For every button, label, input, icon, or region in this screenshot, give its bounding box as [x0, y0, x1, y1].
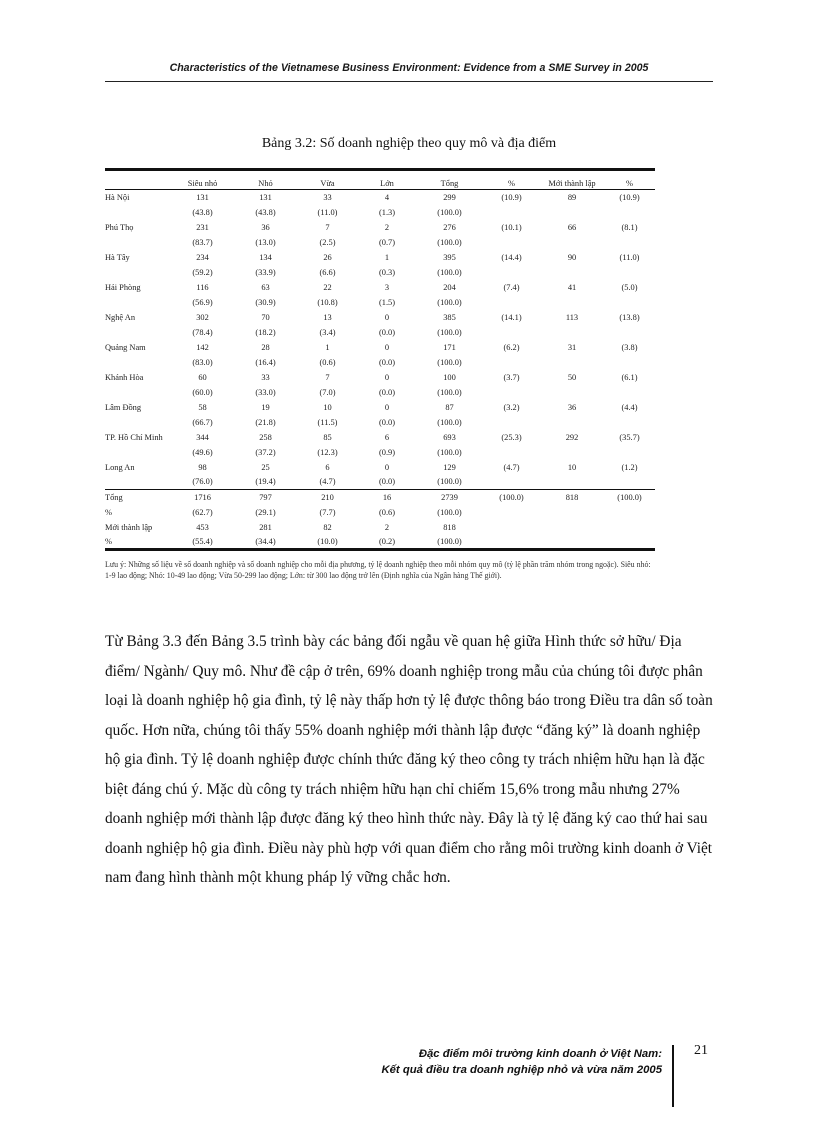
table-cell: [604, 325, 655, 340]
table-cell: 142: [196, 342, 209, 352]
totals-row: [105, 505, 655, 520]
table-cell: 100: [443, 372, 456, 382]
table-cell: (11.0): [619, 252, 640, 262]
table-cell: [604, 445, 655, 460]
table-cell: 113: [565, 312, 579, 322]
table-row-percent: [105, 325, 655, 340]
table-cell: 818: [540, 490, 604, 505]
table-cell: 395: [443, 252, 456, 262]
table-cell: (1.3): [378, 207, 396, 217]
table-cell: 26: [323, 252, 332, 262]
table-cell: 25: [261, 462, 270, 472]
table-cell: (5.0): [621, 282, 638, 292]
table-cell: (62.7): [192, 507, 213, 517]
table-cell: (83.7): [192, 237, 213, 247]
table-cell: (0.0): [378, 477, 396, 487]
table-cell: 129: [443, 462, 456, 472]
table-cell: (10.0): [297, 535, 358, 550]
table-cell: (14.1): [501, 312, 522, 322]
table-row-percent: [105, 355, 655, 370]
table-row-percent: [105, 385, 655, 400]
table-cell: (33.0): [255, 387, 276, 397]
table-cell: (0.0): [378, 327, 396, 337]
table-cell: 0: [384, 462, 390, 472]
table-cell: (100.0): [437, 267, 462, 277]
table-cell: (10.9): [501, 192, 522, 202]
table-cell: [604, 295, 655, 310]
table-cell: (7.4): [503, 282, 520, 292]
table-cell: 28: [261, 342, 270, 352]
table-cell: (30.9): [255, 297, 276, 307]
table-row: [105, 220, 655, 235]
table-cell: (1.5): [378, 297, 396, 307]
table-cell: (7.0): [319, 387, 336, 397]
table-cell: (3.4): [319, 327, 336, 337]
table-cell: [483, 205, 540, 220]
table-cell: 2739: [416, 490, 483, 505]
row-label: Nghệ An: [105, 312, 136, 322]
row-label: Khánh Hòa: [105, 372, 144, 382]
table-row-percent: [105, 205, 655, 220]
table-cell: (83.0): [192, 357, 213, 367]
table-cell: (0.0): [378, 417, 396, 427]
table-cell: 6: [325, 462, 330, 472]
table-cell: 134: [259, 252, 272, 262]
table-cell: (100.0): [437, 297, 462, 307]
table-cell: [483, 235, 540, 250]
row-label: Hà Nội: [105, 192, 130, 202]
table-row-percent: [105, 235, 655, 250]
table-cell: (1.2): [621, 462, 638, 472]
table-cell: [483, 295, 540, 310]
running-header: Characteristics of the Vietnamese Business Environment: Evidence from a SME Survey in 2005: [169, 62, 649, 74]
table-cell: (0.7): [378, 237, 396, 247]
table-cell: (6.2): [503, 342, 520, 352]
table-cell: (12.3): [317, 447, 338, 457]
table-cell: (34.4): [234, 535, 297, 550]
table-cell: [540, 325, 604, 340]
table-cell: 66: [567, 222, 577, 232]
table-row: [105, 400, 655, 415]
table-cell: 1: [384, 252, 390, 262]
table-cell: (6.6): [319, 267, 336, 277]
row-label-blank: [105, 445, 171, 460]
table-cell: 7: [325, 372, 330, 382]
table-cell: [540, 535, 604, 550]
table-cell: (100.0): [437, 447, 462, 457]
row-label: Long An: [105, 462, 135, 472]
row-label-blank: [105, 265, 171, 280]
table-cell: (2.5): [319, 237, 336, 247]
table-cell: (4.7): [319, 477, 336, 487]
table-cell: (13.0): [255, 237, 276, 247]
table-cell: [604, 235, 655, 250]
table-cell: (66.7): [192, 417, 213, 427]
table-cell: 63: [261, 282, 270, 292]
table-cell: [483, 520, 540, 535]
table-cell: [483, 265, 540, 280]
table-row-percent: [105, 445, 655, 460]
table-cell: (10.1): [501, 222, 522, 232]
table-cell: [604, 475, 655, 490]
table-cell: [604, 355, 655, 370]
row-label-blank: [105, 235, 171, 250]
table-cell: 453: [196, 522, 209, 532]
table-cell: 204: [443, 282, 456, 292]
table-cell: (13.8): [619, 312, 640, 322]
table-cell: [540, 295, 604, 310]
table-cell: (16.4): [255, 357, 276, 367]
table-cell: (43.8): [255, 207, 276, 217]
col-header: Siêu nhỏ: [171, 170, 234, 190]
col-header: Tổng: [416, 170, 483, 190]
table-cell: [604, 535, 655, 550]
table-row-percent: [105, 265, 655, 280]
table-cell: 797: [234, 490, 297, 505]
row-label: Quảng Nam: [105, 342, 146, 352]
table-cell: 22: [323, 282, 332, 292]
footer-title: [300, 1046, 662, 1078]
table-cell: 36: [567, 402, 577, 412]
data-table: [105, 168, 655, 551]
table-cell: [483, 475, 540, 490]
table-cell: (21.8): [255, 417, 276, 427]
table-cell: 41: [567, 282, 577, 292]
row-label: %: [105, 507, 112, 517]
row-label: Mới thành lập: [105, 522, 153, 532]
row-label: Tổng: [105, 490, 171, 505]
table-row-percent: [105, 475, 655, 490]
table-cell: (49.6): [192, 447, 213, 457]
totals-row: [105, 535, 655, 550]
table-cell: (3.2): [503, 402, 520, 412]
table-row-percent: [105, 415, 655, 430]
row-label: TP. Hồ Chí Minh: [105, 432, 163, 442]
table-cell: 36: [261, 222, 270, 232]
table-cell: 60: [198, 372, 207, 382]
table-cell: 1716: [171, 490, 234, 505]
totals-row: [105, 520, 655, 535]
row-label-blank: [105, 475, 171, 490]
table-cell: 171: [443, 342, 456, 352]
row-label-blank: [105, 205, 171, 220]
table-cell: [540, 520, 604, 535]
table-cell: (0.6): [378, 507, 396, 517]
table-cell: (56.9): [192, 297, 213, 307]
table-cell: [483, 385, 540, 400]
footer-divider: [672, 1045, 674, 1107]
col-header: %: [604, 170, 655, 190]
table-cell: (100.0): [437, 387, 462, 397]
row-label-blank: [105, 385, 171, 400]
table-cell: (0.0): [378, 357, 396, 367]
table-cell: (3.8): [621, 342, 638, 352]
table-cell: 33: [323, 192, 332, 202]
table-note: Lưu ý: Những số liệu về số doanh nghiệp và số doanh nghiệp cho mỗi địa phương, tỷ lệ doanh nghiệp theo mỗi nhóm quy mô (tỷ lệ phần trăm nhóm trong ngoặc). Siêu nhỏ: 1-9 lao động; Nhỏ: 10-49 lao động; Vừa 50-299 lao động; Lớn: từ 300 lao động trở lên (Định nghĩa của Ngân hàng Thế giới).: [105, 560, 651, 580]
col-header: Nhỏ: [234, 170, 297, 190]
table-cell: [483, 505, 540, 520]
col-header: Vừa: [297, 170, 358, 190]
table-cell: [483, 325, 540, 340]
table-cell: (3.7): [503, 372, 520, 382]
table-cell: (100.0): [437, 507, 462, 517]
table-cell: (4.7): [503, 462, 520, 472]
table-cell: 0: [384, 342, 390, 352]
table-cell: (100.0): [483, 490, 540, 505]
table-cell: 33: [261, 372, 270, 382]
table-cell: (11.0): [317, 207, 338, 217]
table-cell: (100.0): [437, 477, 462, 487]
table-cell: 0: [384, 372, 390, 382]
table-cell: [540, 385, 604, 400]
table-cell: (0.3): [378, 267, 396, 277]
table-row: [105, 310, 655, 325]
table-cell: (14.4): [501, 252, 522, 262]
table-cell: [540, 475, 604, 490]
table-cell: (100.0): [437, 327, 462, 337]
table-cell: 10: [567, 462, 577, 472]
table-cell: (4.4): [621, 402, 638, 412]
body-paragraph: Từ Bảng 3.3 đến Bảng 3.5 trình bày các bảng đối ngẫu về quan hệ giữa Hình thức sở hữu/ Địa điểm/ Ngành/ Quy mô. Như đề cập ở trên, 69% doanh nghiệp trong mẫu của chúng tôi được phân loại là doanh nghiệp hộ gia đình, tỷ lệ này thấp hơn tỷ lệ được thông báo trong Điều tra dân số toàn quốc. Hơn nữa, chúng tôi thấy 55% doanh nghiệp mới thành lập được “đăng ký” là doanh nghiệp hộ gia đình. Tỷ lệ doanh nghiệp được chính thức đăng ký theo công ty trách nhiệm hữu hạn là đặc biệt đáng chú ý. Mặc dù công ty trách nhiệm hữu hạn chỉ chiếm 15,6% trong mẫu nhưng 27% doanh nghiệp mới thành lập được đăng ký theo hình thức này. Đây là tỷ lệ đăng ký cao thứ hai sau doanh nghiệp hộ gia đình. Điều này phù hợp với quan điểm cho rằng môi trường kinh doanh ở Việt nam đang hình thành một khung pháp lý vững chắc hơn.: [105, 633, 713, 886]
table-cell: 10: [323, 402, 332, 412]
table-header-row: [105, 170, 655, 190]
col-header: [105, 170, 171, 190]
table-cell: 210: [297, 490, 358, 505]
table-cell: 98: [198, 462, 207, 472]
table-cell: 131: [259, 192, 272, 202]
table-cell: 70: [261, 312, 270, 322]
table-cell: 344: [196, 432, 209, 442]
table-cell: [540, 205, 604, 220]
page-number: 21: [694, 1043, 708, 1058]
table-cell: 2: [384, 522, 390, 532]
row-label-blank: [105, 355, 171, 370]
table-cell: [483, 415, 540, 430]
table-cell: (76.0): [192, 477, 213, 487]
table-cell: (100.0): [437, 417, 462, 427]
table-body: [105, 190, 655, 490]
table-cell: [540, 355, 604, 370]
row-label-blank: [105, 295, 171, 310]
table-cell: (60.0): [192, 387, 213, 397]
table-totals: [105, 490, 655, 550]
table-cell: (59.2): [192, 267, 213, 277]
table-cell: 89: [567, 192, 577, 202]
table-cell: (55.4): [171, 535, 234, 550]
table-cell: 13: [323, 312, 332, 322]
table-cell: (8.1): [621, 222, 638, 232]
table-cell: 385: [443, 312, 456, 322]
row-label: Lâm Đồng: [105, 402, 142, 412]
footer-line-2: Kết quả điều tra doanh nghiệp nhỏ và vừa năm 2005: [381, 1064, 662, 1076]
table-cell: 258: [259, 432, 272, 442]
table-cell: 0: [384, 402, 390, 412]
table-cell: [540, 445, 604, 460]
table-row: [105, 190, 655, 205]
table-cell: (100.0): [437, 357, 462, 367]
table-row: [105, 340, 655, 355]
table-cell: (18.2): [255, 327, 276, 337]
col-header: Lớn: [358, 170, 416, 190]
row-label-blank: [105, 325, 171, 340]
table-cell: 281: [259, 522, 272, 532]
table-cell: (25.3): [501, 432, 522, 442]
table-row: [105, 280, 655, 295]
table-cell: (0.9): [378, 447, 396, 457]
table-cell: [540, 415, 604, 430]
table-cell: 131: [196, 192, 209, 202]
table-cell: [540, 505, 604, 520]
table-cell: 82: [323, 522, 332, 532]
body-text: [105, 627, 713, 893]
table-cell: [483, 445, 540, 460]
table-cell: 90: [567, 252, 577, 262]
row-label: Phú Thọ: [105, 222, 134, 232]
table-cell: (0.6): [319, 357, 336, 367]
table-cell: (10.8): [317, 297, 338, 307]
table-cell: [604, 205, 655, 220]
table-row: [105, 460, 655, 475]
table-cell: [604, 415, 655, 430]
table-cell: 19: [261, 402, 270, 412]
table-cell: 87: [445, 402, 454, 412]
table-cell: 6: [384, 432, 390, 442]
table-cell: [604, 505, 655, 520]
table-cell: (100.0): [437, 207, 462, 217]
table-cell: (37.2): [255, 447, 276, 457]
table-cell: 234: [196, 252, 209, 262]
table-caption: Bảng 3.2: Số doanh nghiệp theo quy mô và địa điểm: [261, 136, 557, 151]
table-cell: [604, 385, 655, 400]
table-cell: 50: [567, 372, 577, 382]
table-cell: 292: [565, 432, 579, 442]
table-cell: (33.9): [255, 267, 276, 277]
table-cell: 4: [384, 192, 390, 202]
table-cell: (35.7): [619, 432, 640, 442]
table-cell: (78.4): [192, 327, 213, 337]
table-cell: 16: [358, 490, 416, 505]
table-cell: 276: [443, 222, 456, 232]
table-cell: (10.9): [619, 192, 640, 202]
table-cell: (7.7): [319, 507, 336, 517]
col-header: %: [483, 170, 540, 190]
table-cell: (43.8): [192, 207, 213, 217]
footer-line-1: Đặc điểm môi trường kinh doanh ở Việt Nam:: [418, 1048, 662, 1060]
table-cell: (6.1): [621, 372, 638, 382]
table-cell: (100.0): [416, 535, 483, 550]
header-rule: [105, 81, 713, 82]
table-row: [105, 430, 655, 445]
table-cell: 693: [443, 432, 456, 442]
table-cell: 7: [325, 222, 330, 232]
row-label: %: [105, 535, 171, 550]
table-cell: (0.0): [378, 387, 396, 397]
table-cell: 31: [567, 342, 577, 352]
table-cell: [483, 535, 540, 550]
table-cell: (100.0): [437, 237, 462, 247]
totals-row: [105, 490, 655, 505]
table-cell: [540, 265, 604, 280]
table-cell: [604, 520, 655, 535]
table-cell: 302: [196, 312, 209, 322]
table-cell: 85: [323, 432, 332, 442]
table-cell: [483, 355, 540, 370]
table-row: [105, 250, 655, 265]
table-cell: (19.4): [255, 477, 276, 487]
table-cell: 58: [198, 402, 207, 412]
row-label-blank: [105, 415, 171, 430]
table-cell: (11.5): [317, 417, 338, 427]
col-header: Mới thành lập: [540, 170, 604, 190]
table-row-percent: [105, 295, 655, 310]
row-label: Hải Phòng: [105, 282, 141, 292]
table-cell: 0: [384, 312, 390, 322]
table-cell: 231: [196, 222, 209, 232]
table-cell: 818: [443, 522, 456, 532]
table-cell: 299: [443, 192, 456, 202]
table-cell: [540, 235, 604, 250]
table-cell: [604, 265, 655, 280]
table-cell: (100.0): [604, 490, 655, 505]
row-label: Hà Tây: [105, 252, 130, 262]
table-cell: 3: [384, 282, 390, 292]
table-cell: (0.2): [358, 535, 416, 550]
table-cell: 1: [325, 342, 330, 352]
table-row: [105, 370, 655, 385]
table-cell: (29.1): [255, 507, 276, 517]
table-cell: 116: [196, 282, 209, 292]
table-cell: 2: [384, 222, 390, 232]
